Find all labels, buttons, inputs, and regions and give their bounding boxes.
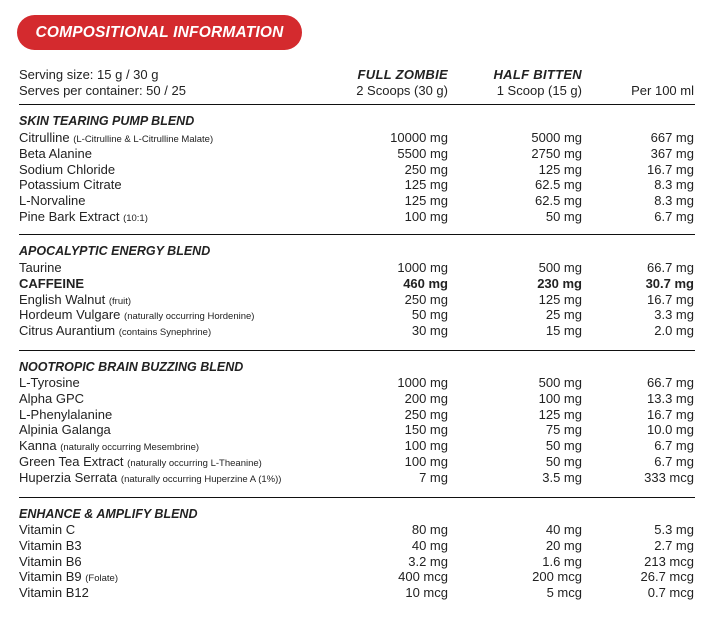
column-subtitle: 2 Scoops (30 g) bbox=[356, 83, 448, 98]
ingredient-name: L-Tyrosine bbox=[19, 375, 80, 390]
half-bitten-amount: 15 mg bbox=[545, 323, 582, 339]
ingredient-row bbox=[19, 522, 694, 538]
section-title: SKIN TEARING PUMP BLEND bbox=[19, 114, 195, 128]
column-title: FULL ZOMBIE bbox=[357, 67, 448, 82]
ingredient-name-cell bbox=[19, 522, 75, 538]
ingredient-row bbox=[19, 307, 694, 323]
title-badge bbox=[17, 15, 302, 50]
full-zombie-amount: 100 mg bbox=[404, 209, 448, 224]
ingredient-note: (naturally occurring Mesembrine) bbox=[60, 442, 200, 454]
ingredient-row bbox=[19, 193, 694, 209]
ingredient-name: Citrus Aurantium bbox=[19, 323, 116, 339]
ingredient-row bbox=[19, 130, 694, 146]
per-100ml-amount: 26.7 mcg bbox=[640, 569, 694, 585]
per-100ml-amount: 16.7 mg bbox=[647, 161, 694, 177]
per-100ml-amount: 13.3 mg bbox=[647, 390, 694, 406]
half-bitten-amount: 5000 mg bbox=[531, 130, 582, 145]
ingredient-row bbox=[19, 276, 694, 292]
per-100ml-amount: 667 mg bbox=[650, 130, 694, 145]
half-bitten-amount: 50 mg bbox=[545, 209, 582, 224]
per-100ml-amount: 3.3 mg bbox=[654, 307, 694, 323]
column-header-half-bitten bbox=[493, 67, 582, 99]
half-bitten-amount: 125 mg bbox=[538, 161, 582, 177]
half-bitten-amount: 230 mg bbox=[537, 275, 582, 291]
per-100ml-amount: 6.7 mg bbox=[654, 454, 694, 469]
full-zombie-amount: 100 mg bbox=[404, 454, 448, 469]
half-bitten-amount: 1.6 mg bbox=[542, 553, 582, 569]
per-100ml-amount: 66.7 mg bbox=[647, 375, 694, 390]
section-title: ENHANCE & AMPLIFY BLEND bbox=[19, 507, 198, 521]
half-bitten-amount: 200 mcg bbox=[532, 569, 582, 585]
per-100ml-amount: 16.7 mg bbox=[647, 291, 694, 307]
page-title: COMPOSITIONAL INFORMATION bbox=[35, 23, 284, 41]
ingredient-name-cell bbox=[19, 193, 85, 209]
half-bitten-amount: 500 mg bbox=[538, 260, 582, 275]
half-bitten-amount: 3.5 mg bbox=[542, 469, 582, 485]
ingredient-note: (fruit) bbox=[108, 295, 132, 307]
full-zombie-amount: 150 mg bbox=[404, 422, 448, 438]
half-bitten-amount: 2750 mg bbox=[531, 145, 582, 161]
ingredient-name: Vitamin B9 bbox=[19, 569, 82, 585]
ingredient-name: Kanna bbox=[19, 438, 57, 454]
per-100ml-amount: 367 mg bbox=[650, 145, 694, 161]
per-100ml-amount: 30.7 mg bbox=[645, 275, 694, 291]
half-bitten-amount: 125 mg bbox=[538, 406, 582, 422]
per-100ml-amount: 2.0 mg bbox=[654, 323, 694, 339]
ingredient-name: Vitamin C bbox=[19, 522, 76, 537]
ingredient-name-cell bbox=[19, 323, 211, 341]
per-100ml-amount: 333 mcg bbox=[644, 469, 694, 485]
ingredient-name-cell bbox=[19, 146, 92, 162]
full-zombie-amount: 10 mcg bbox=[405, 585, 448, 601]
half-bitten-amount: 100 mg bbox=[538, 390, 582, 406]
ingredient-row bbox=[19, 470, 694, 486]
section-divider bbox=[19, 497, 695, 498]
full-zombie-amount: 1000 mg bbox=[397, 375, 448, 390]
half-bitten-amount: 50 mg bbox=[545, 438, 582, 454]
ingredient-name: English Walnut bbox=[19, 291, 106, 307]
full-zombie-amount: 40 mg bbox=[411, 537, 448, 553]
per-100ml-amount: 10.0 mg bbox=[647, 422, 694, 438]
serving-info bbox=[19, 67, 186, 99]
full-zombie-amount: 250 mg bbox=[404, 291, 448, 307]
ingredient-row bbox=[19, 323, 694, 339]
full-zombie-amount: 400 mcg bbox=[398, 569, 448, 585]
half-bitten-amount: 500 mg bbox=[538, 375, 582, 390]
ingredient-name: L-Phenylalanine bbox=[19, 406, 113, 422]
ingredient-name: Green Tea Extract bbox=[19, 454, 124, 469]
ingredient-name: Vitamin B3 bbox=[19, 537, 82, 553]
full-zombie-amount: 50 mg bbox=[411, 307, 448, 323]
ingredient-name-cell bbox=[19, 407, 112, 423]
half-bitten-amount: 20 mg bbox=[545, 537, 582, 553]
section-divider bbox=[19, 104, 695, 105]
ingredient-name-cell bbox=[19, 162, 115, 178]
half-bitten-amount: 75 mg bbox=[545, 422, 582, 438]
ingredient-row bbox=[19, 554, 694, 570]
ingredient-note: (naturally occurring Hordenine) bbox=[124, 311, 255, 323]
ingredient-row bbox=[19, 391, 694, 407]
full-zombie-amount: 200 mg bbox=[404, 390, 448, 406]
ingredient-row bbox=[19, 177, 694, 193]
ingredient-row bbox=[19, 454, 694, 470]
ingredient-row bbox=[19, 375, 694, 391]
ingredient-row bbox=[19, 146, 694, 162]
ingredient-row bbox=[19, 538, 694, 554]
ingredient-row bbox=[19, 585, 694, 601]
ingredient-name: Beta Alanine bbox=[19, 145, 93, 161]
half-bitten-amount: 62.5 mg bbox=[535, 193, 582, 209]
ingredient-name-cell bbox=[19, 538, 82, 554]
full-zombie-amount: 5500 mg bbox=[397, 145, 448, 161]
full-zombie-amount: 100 mg bbox=[404, 438, 448, 454]
ingredient-name: L-Norvaline bbox=[19, 193, 86, 209]
ingredient-name: Alpinia Galanga bbox=[19, 422, 111, 438]
ingredient-name-cell bbox=[19, 177, 122, 193]
half-bitten-amount: 25 mg bbox=[545, 307, 582, 323]
ingredient-name-cell bbox=[19, 422, 111, 438]
ingredient-note: (naturally occurring L-Theanine) bbox=[127, 458, 262, 469]
full-zombie-amount: 125 mg bbox=[404, 177, 448, 193]
ingredient-name: Sodium Chloride bbox=[19, 161, 116, 177]
ingredient-name: CAFFEINE bbox=[19, 275, 84, 291]
full-zombie-amount: 3.2 mg bbox=[408, 553, 448, 569]
column-subtitle: Per 100 ml bbox=[631, 83, 694, 98]
ingredient-row bbox=[19, 422, 694, 438]
ingredient-name-cell bbox=[19, 260, 62, 276]
per-100ml-amount: 6.7 mg bbox=[654, 209, 694, 224]
column-subtitle: 1 Scoop (15 g) bbox=[496, 83, 582, 98]
half-bitten-amount: 5 mcg bbox=[546, 585, 582, 601]
section-divider bbox=[19, 350, 695, 351]
per-100ml-amount: 66.7 mg bbox=[647, 260, 694, 275]
per-100ml-amount: 0.7 mcg bbox=[647, 585, 694, 601]
serving-size: Serving size: 15 g / 30 g bbox=[19, 67, 159, 82]
ingredient-name-cell bbox=[19, 391, 84, 407]
ingredient-row bbox=[19, 407, 694, 423]
full-zombie-amount: 1000 mg bbox=[397, 260, 448, 275]
ingredient-name: Huperzia Serrata bbox=[19, 469, 118, 485]
full-zombie-amount: 7 mg bbox=[419, 469, 448, 485]
ingredient-name: Citrulline bbox=[19, 130, 70, 145]
ingredient-row bbox=[19, 292, 694, 308]
per-100ml-amount: 213 mcg bbox=[644, 553, 694, 569]
ingredient-name: Hordeum Vulgare bbox=[19, 307, 121, 323]
ingredient-note: (Folate) bbox=[85, 573, 118, 585]
ingredient-note: (10:1) bbox=[123, 213, 148, 224]
ingredient-name-cell bbox=[19, 375, 80, 391]
ingredient-name: Taurine bbox=[19, 260, 62, 275]
full-zombie-amount: 250 mg bbox=[404, 406, 448, 422]
per-100ml-amount: 8.3 mg bbox=[654, 177, 694, 193]
ingredient-name-cell bbox=[19, 585, 89, 601]
full-zombie-amount: 460 mg bbox=[403, 275, 448, 291]
ingredient-name: Vitamin B6 bbox=[19, 553, 82, 569]
ingredient-name-cell bbox=[19, 209, 148, 227]
column-header-per-100ml bbox=[631, 83, 694, 99]
ingredient-name: Vitamin B12 bbox=[19, 585, 89, 601]
ingredient-name-cell bbox=[19, 554, 82, 570]
section-title: APOCALYPTIC ENERGY BLEND bbox=[19, 244, 211, 258]
ingredient-name: Alpha GPC bbox=[19, 390, 85, 406]
ingredient-note: (naturally occurring Huperzine A (1%)) bbox=[120, 473, 282, 485]
ingredient-name: Pine Bark Extract bbox=[19, 209, 120, 224]
ingredient-row bbox=[19, 209, 694, 225]
full-zombie-amount: 30 mg bbox=[411, 323, 448, 339]
per-100ml-amount: 5.3 mg bbox=[654, 522, 694, 537]
ingredient-row bbox=[19, 162, 694, 178]
per-100ml-amount: 2.7 mg bbox=[654, 537, 694, 553]
half-bitten-amount: 62.5 mg bbox=[535, 177, 582, 193]
full-zombie-amount: 10000 mg bbox=[390, 130, 448, 145]
section-title: NOOTROPIC BRAIN BUZZING BLEND bbox=[19, 360, 244, 374]
full-zombie-amount: 125 mg bbox=[404, 193, 448, 209]
per-100ml-amount: 16.7 mg bbox=[647, 406, 694, 422]
ingredient-name: Potassium Citrate bbox=[19, 177, 122, 193]
per-100ml-amount: 6.7 mg bbox=[654, 438, 694, 454]
ingredient-row bbox=[19, 438, 694, 454]
half-bitten-amount: 50 mg bbox=[545, 454, 582, 469]
full-zombie-amount: 80 mg bbox=[411, 522, 448, 537]
per-100ml-amount: 8.3 mg bbox=[654, 193, 694, 209]
half-bitten-amount: 125 mg bbox=[538, 291, 582, 307]
ingredient-name-cell bbox=[19, 276, 84, 292]
half-bitten-amount: 40 mg bbox=[545, 522, 582, 537]
ingredient-note: (contains Synephrine) bbox=[118, 327, 212, 339]
serves-per-container: Serves per container: 50 / 25 bbox=[19, 83, 186, 98]
ingredient-row bbox=[19, 260, 694, 276]
column-header-full-zombie bbox=[356, 67, 448, 99]
ingredient-row bbox=[19, 569, 694, 585]
ingredient-name-cell bbox=[19, 470, 281, 488]
section-divider bbox=[19, 234, 695, 235]
ingredient-note: (L-Citrulline & L-Citrulline Malate) bbox=[73, 134, 214, 145]
column-title: HALF BITTEN bbox=[493, 67, 582, 82]
full-zombie-amount: 250 mg bbox=[404, 161, 448, 177]
